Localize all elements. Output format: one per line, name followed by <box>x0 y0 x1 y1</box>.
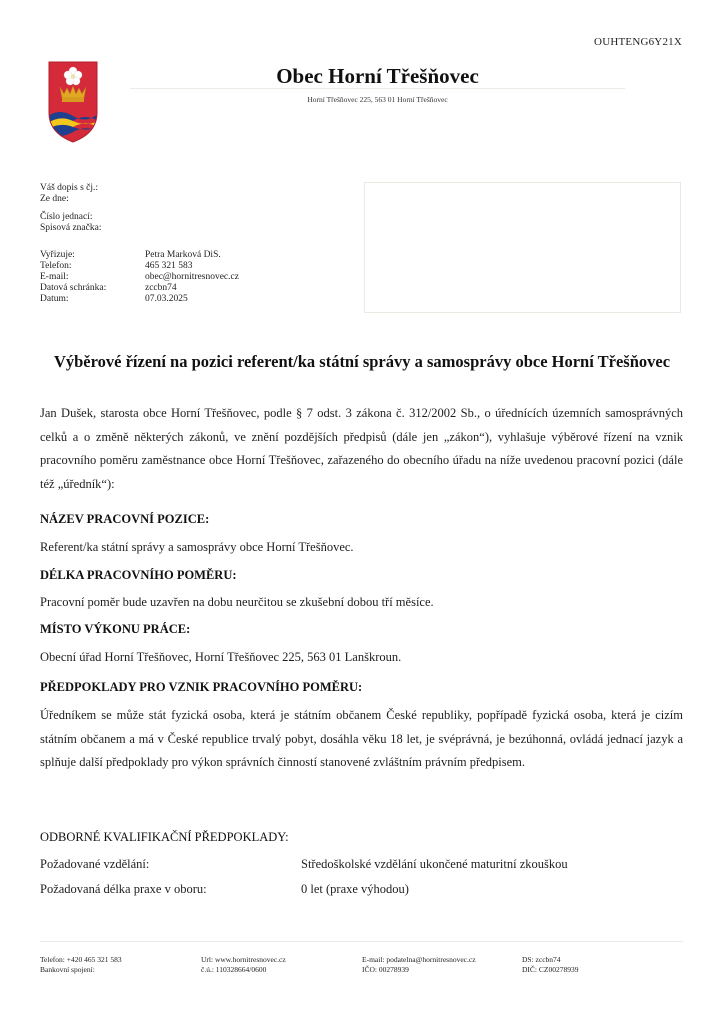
footer-ds: DS: zccbn74 <box>522 955 561 964</box>
meta-row <box>40 183 239 194</box>
organization-name: Obec Horní Třešňovec <box>276 64 479 88</box>
meta-row <box>40 272 239 283</box>
organization-address: Horní Třešňovec 225, 563 01 Horní Třešňovec <box>307 95 448 104</box>
footer-web <box>201 955 286 975</box>
meta-label: Ze dne: <box>40 194 69 204</box>
section-text-position-name: Referent/ka státní správy a samosprávy obce Horní Třešňovec. <box>40 540 354 554</box>
recipient-address-box <box>364 182 681 313</box>
footer-email-block <box>362 955 476 975</box>
footer-email[interactable]: E-mail: podatelna@hornitresnovec.cz <box>362 955 476 964</box>
meta-row <box>40 283 239 294</box>
email-value[interactable]: obec@hornitresnovec.cz <box>145 272 239 282</box>
meta-row <box>40 223 239 234</box>
date-value: 07.03.2025 <box>145 294 188 304</box>
footer-divider <box>40 941 683 942</box>
document-title: Výběrové řízení na pozici referent/ka státní správy a samosprávy obce Horní Třešňovec <box>53 352 671 371</box>
footer-account: č.ú.: 110328664/0600 <box>201 965 267 974</box>
footer-ico: IČO: 00278939 <box>362 965 409 974</box>
meta-row <box>40 294 239 305</box>
section-heading-prerequisites: PŘEDPOKLADY PRO VZNIK PRACOVNÍHO POMĚRU: <box>40 680 363 694</box>
footer-url[interactable]: Url: www.hornitresnovec.cz <box>201 955 286 964</box>
meta-label: Spisová značka: <box>40 223 102 233</box>
meta-label: Telefon: <box>40 261 72 271</box>
qualification-label: Požadované vzdělání: <box>40 857 150 871</box>
qualification-value: Středoškolské vzdělání ukončené maturitní zkouškou <box>301 857 568 871</box>
meta-label: Vyřizuje: <box>40 250 75 260</box>
footer-contact <box>40 955 122 975</box>
footer-phone: Telefon: +420 465 321 583 <box>40 955 122 964</box>
header-divider <box>130 88 625 89</box>
coat-of-arms-icon <box>48 61 98 143</box>
meta-row <box>40 194 239 205</box>
footer-ids <box>522 955 578 975</box>
data-box-value: zccbn74 <box>145 283 177 293</box>
document-code: OUHTENG6Y21X <box>594 36 682 48</box>
meta-row <box>40 250 239 261</box>
section-text-prerequisites: Úředníkem se může stát fyzická osoba, která je státním občanem České republiky, popřípadě fyzická osoba, která je cizím státním občanem a má v České republice trvalý pobyt, dosáhla věku 18 let, je svéprávná, je bezúhonná, ovládá jednací jazyk a splňuje další předpoklady pro výkon správních činností stanovené zvláštním právním předpisem. <box>40 708 683 769</box>
meta-label: Číslo jednací: <box>40 212 93 222</box>
meta-label: Datová schránka: <box>40 283 107 293</box>
qualifications-heading: ODBORNÉ KVALIFIKAČNÍ PŘEDPOKLADY: <box>40 830 289 844</box>
footer-dic: DIČ: CZ00278939 <box>522 965 579 974</box>
qualification-row <box>40 857 568 872</box>
reference-block <box>40 183 239 305</box>
qualification-row <box>40 882 409 897</box>
footer-bank-label: Bankovní spojení: <box>40 965 95 974</box>
section-heading-workplace: MÍSTO VÝKONU PRÁCE: <box>40 622 191 636</box>
intro-paragraph: Jan Dušek, starosta obce Horní Třešňovec, podle § 7 odst. 3 zákona č. 312/2002 Sb., o úřednících územních samosprávných celků a o změně některých zákonů, ve znění pozdějších předpisů (dále jen „zákon“), vyhlašuje výběrové řízení na vznik pracovního poměru zaměstnance obce Horní Třešňovec, zařazeného do obecního úřadu na níže uvedenou pracovní pozici (dále též „úředník“): <box>40 406 683 491</box>
qualification-value: 0 let (praxe výhodou) <box>301 882 409 896</box>
meta-label: Datum: <box>40 294 69 304</box>
qualification-label: Požadovaná délka praxe v oboru: <box>40 882 207 896</box>
phone-value: 465 321 583 <box>145 261 193 271</box>
meta-label: E-mail: <box>40 272 69 282</box>
handler-name: Petra Marková DiS. <box>145 250 221 260</box>
meta-row <box>40 212 239 223</box>
meta-row <box>40 261 239 272</box>
section-heading-employment-duration: DÉLKA PRACOVNÍHO POMĚRU: <box>40 568 237 582</box>
section-heading-position-name: NÁZEV PRACOVNÍ POZICE: <box>40 512 210 526</box>
section-text-employment-duration: Pracovní poměr bude uzavřen na dobu neurčitou se zkušební dobou tří měsíce. <box>40 595 434 609</box>
meta-label: Váš dopis s čj.: <box>40 183 99 193</box>
section-text-workplace: Obecní úřad Horní Třešňovec, Horní Třešňovec 225, 563 01 Lanškroun. <box>40 650 402 664</box>
